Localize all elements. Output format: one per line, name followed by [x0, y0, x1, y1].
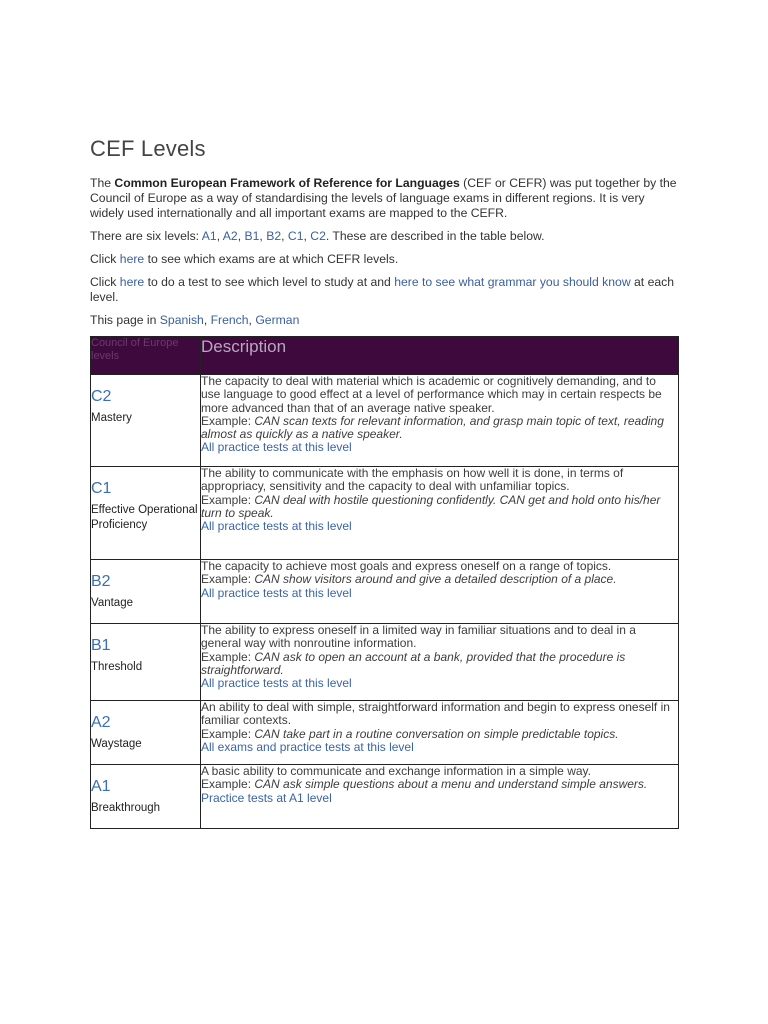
table-row: [91, 560, 679, 624]
exams-here-link[interactable]: here: [119, 252, 145, 266]
german-link[interactable]: German: [255, 313, 300, 327]
page-title: CEF Levels: [90, 136, 206, 161]
practice-tests-link[interactable]: All practice tests at this level: [201, 519, 352, 534]
level-description: The ability to express oneself in a limited way in familiar situations and to deal in a general way with nonroutine information.: [201, 623, 636, 651]
six-levels-suffix: . These are described in the table below.: [325, 229, 545, 243]
practice-tests-link[interactable]: All practice tests at this level: [201, 585, 352, 600]
level-cell: [91, 765, 201, 829]
spanish-link[interactable]: Spanish: [159, 313, 204, 327]
level-link-c1[interactable]: C1: [287, 229, 304, 243]
intro-bold-term: Common European Framework of Reference for Languages: [114, 176, 460, 190]
level-description: The capacity to achieve most goals and express oneself on a range of topics.: [201, 559, 612, 573]
intro-paragraph: [90, 176, 680, 221]
test-here-link[interactable]: here: [119, 275, 145, 289]
intro-suffix: (CEF or CEFR) was put together by the Council of Europe as a way of standardising the levels of language exams in different regions. It is very widely used internationally and all important exams are mapped to the CEFR.: [90, 176, 677, 220]
separator: ,: [216, 229, 223, 243]
level-name: Mastery: [91, 412, 132, 424]
level-example: CAN scan texts for relevant information, and grasp main topic of text, reading almost as quickly as a native speaker.: [201, 413, 664, 442]
level-name: Threshold: [91, 661, 143, 673]
level-example: CAN ask simple questions about a menu and understand simple answers.: [254, 777, 648, 792]
level-code: C2: [91, 388, 112, 405]
level-code: A1: [91, 778, 111, 795]
level-description: The ability to communicate with the emphasis on how well it is done, in terms of appropriacy, sensitivity and the capacity to deal with unfamiliar topics.: [201, 466, 624, 494]
test-prefix: Click: [90, 275, 120, 289]
level-description: A basic ability to communicate and exchange information in a simple way.: [201, 764, 591, 778]
practice-tests-link[interactable]: All practice tests at this level: [201, 676, 352, 691]
example-label: Example:: [201, 777, 255, 792]
level-example: CAN take part in a routine conversation on simple predictable topics.: [254, 726, 619, 741]
test-middle: to do a test to see which level to study at and: [144, 275, 395, 289]
level-cell: [91, 624, 201, 701]
table-row: [91, 624, 679, 701]
header-description: Description: [201, 337, 679, 375]
level-name: Vantage: [91, 597, 133, 609]
table-row: [91, 375, 679, 467]
example-label: Example:: [201, 649, 255, 664]
example-label: Example:: [201, 413, 255, 428]
level-link-b2[interactable]: B2: [266, 229, 282, 243]
level-link-b1[interactable]: B1: [244, 229, 260, 243]
description-cell: [201, 765, 679, 829]
french-link[interactable]: French: [210, 313, 249, 327]
table-row: [91, 467, 679, 560]
test-paragraph: [90, 275, 680, 305]
level-example: CAN ask to open an account at a bank, provided that the procedure is straightforward.: [201, 649, 626, 677]
description-cell: [201, 467, 679, 560]
level-name: Waystage: [91, 738, 142, 750]
level-cell: [91, 375, 201, 467]
description-cell: [201, 701, 679, 765]
separator: ,: [303, 229, 311, 243]
level-code: B1: [91, 637, 111, 654]
exams-paragraph: [90, 252, 680, 267]
separator: ,: [281, 229, 288, 243]
practice-tests-link[interactable]: Practice tests at A1 level: [201, 790, 332, 805]
level-example: CAN show visitors around and give a detailed description of a place.: [254, 572, 617, 587]
intro-prefix: The: [90, 176, 115, 190]
separator: ,: [248, 313, 256, 327]
description-cell: [201, 624, 679, 701]
languages-prefix: This page in: [90, 313, 160, 327]
example-label: Example:: [201, 726, 255, 741]
level-description: The capacity to deal with material which is academic or cognitively demanding, and to use language to good effect at a level of performance which may in certain respects be more advanced than that of an average native speaker.: [201, 374, 662, 415]
separator: ,: [237, 229, 245, 243]
six-levels-prefix: There are six levels:: [90, 229, 202, 243]
level-example: CAN deal with hostile questioning confidently. CAN get and hold onto his/her turn to speak.: [201, 492, 661, 520]
level-code: C1: [91, 480, 112, 497]
table-row: [91, 765, 679, 829]
level-code: B2: [91, 573, 111, 590]
test-suffix: at each level.: [90, 275, 675, 304]
languages-paragraph: [90, 313, 680, 328]
exams-suffix: to see which exams are at which CEFR levels.: [144, 252, 399, 266]
level-link-a1[interactable]: A1: [201, 229, 217, 243]
level-description: An ability to deal with simple, straightforward information and begin to express oneself in familiar contexts.: [201, 700, 670, 728]
header-levels: Council of Europe levels: [91, 337, 201, 375]
level-link-c2[interactable]: C2: [310, 229, 326, 243]
example-label: Example:: [201, 492, 255, 507]
description-cell: [201, 375, 679, 467]
level-code: A2: [91, 714, 111, 731]
level-link-a2[interactable]: A2: [222, 229, 238, 243]
level-cell: [91, 560, 201, 624]
separator: ,: [259, 229, 267, 243]
level-name: Effective Operational Proficiency: [91, 504, 198, 531]
level-cell: [91, 467, 201, 560]
separator: ,: [203, 313, 211, 327]
table-header-row: [91, 337, 679, 375]
six-levels-paragraph: [90, 229, 680, 244]
example-label: Example:: [201, 572, 255, 587]
table-row: [91, 701, 679, 765]
cef-levels-table: [90, 336, 679, 829]
document-page: [90, 130, 680, 829]
description-cell: [201, 560, 679, 624]
practice-tests-link[interactable]: All practice tests at this level: [201, 440, 352, 455]
level-cell: [91, 701, 201, 765]
grammar-link[interactable]: here to see what grammar you should know: [394, 275, 631, 289]
level-name: Breakthrough: [91, 802, 161, 814]
exams-prefix: Click: [90, 252, 120, 266]
practice-tests-link[interactable]: All exams and practice tests at this level: [201, 739, 414, 754]
